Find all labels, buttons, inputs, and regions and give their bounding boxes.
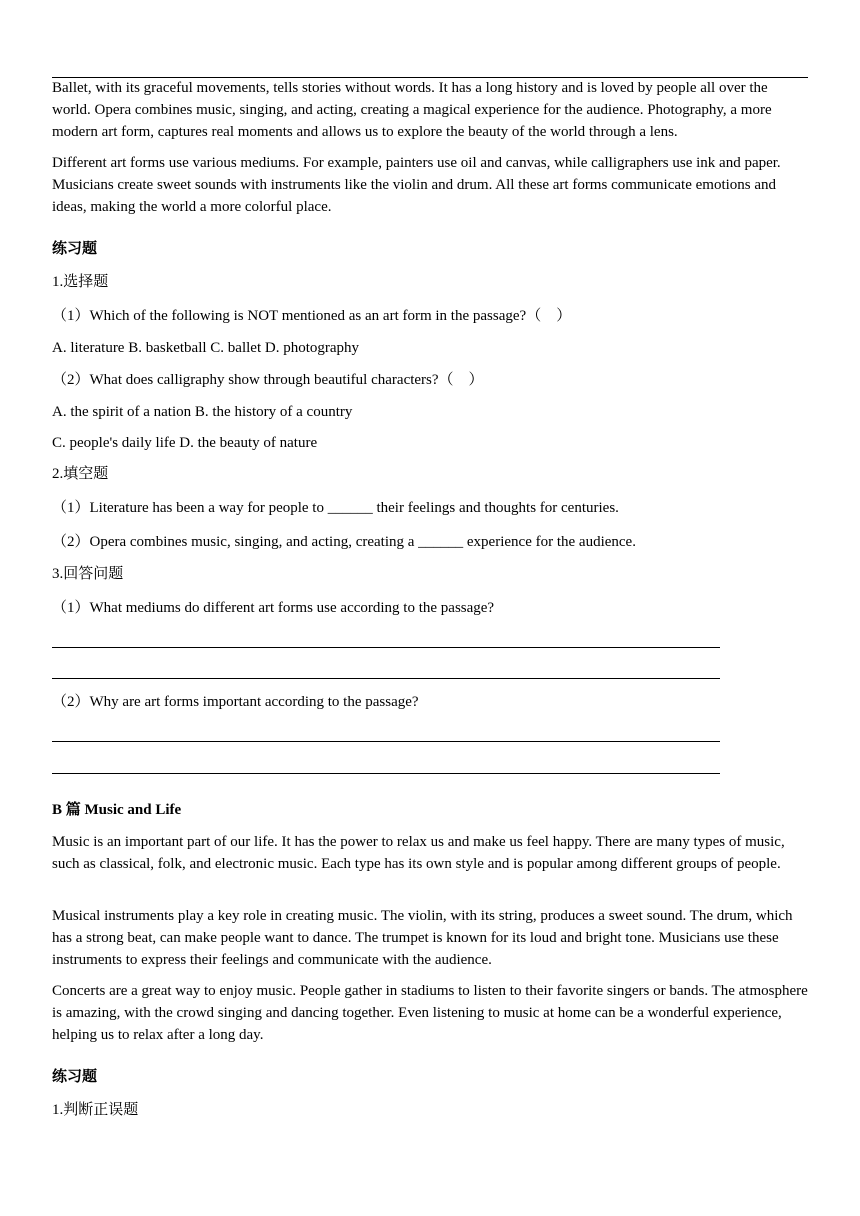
answer-question-1: （1）What mediums do different art forms use according to the passage? (52, 600, 495, 616)
passage-a-paragraph-2: Different art forms use various mediums. For example, painters use oil and canvas, while calligraphers use ink and paper. Musicians create sweet sounds with instruments like the violin and drum. All these art forms communicate emotions and ideas, making the world a more colorful place. (52, 155, 781, 215)
fill-question-2: （2）Opera combines music, singing, and acting, creating a ______ experience for the audience. (52, 534, 636, 550)
passage-a-paragraph-1: Ballet, with its graceful movements, tells stories without words. It has a long history and is loved by people all over the world. Opera combines music, singing, and acting, creating a magical experience for the audience. Photography, a more modern art form, captures real moments and allows us to explore the beauty of the world through a lens. (52, 80, 772, 140)
choice-question-1-options: A. literature B. basketball C. ballet D. photography (52, 340, 360, 356)
section-answer-title: 3.回答问题 (52, 566, 124, 582)
exercise-heading-b: 练习题 (52, 1069, 98, 1085)
answer-line[interactable] (52, 741, 720, 742)
answer-line[interactable] (52, 647, 720, 648)
answer-question-2: （2）Why are art forms important according to the passage? (52, 694, 419, 710)
answer-line[interactable] (52, 678, 720, 679)
passage-b-paragraph-1: Music is an important part of our life. It has the power to relax us and make us feel happy. There are many types of music, such as classical, folk, and electronic music. Each type has its own style and is popular among different groups of people. (52, 834, 785, 872)
answer-line[interactable] (52, 773, 720, 774)
fill-question-1: （1）Literature has been a way for people to ______ their feelings and thoughts for centuries. (52, 500, 619, 516)
section-fill-title: 2.填空题 (52, 466, 109, 482)
choice-question-2-options-cd: C. people's daily life D. the beauty of nature (52, 435, 318, 451)
passage-b-paragraph-3: Concerts are a great way to enjoy music. People gather in stadiums to listen to their favorite singers or bands. The atmosphere is amazing, with the crowd singing and dancing together. Even listening to music at home can be a wonderful experience, helping us to relax after a long day. (52, 983, 808, 1043)
passage-b-heading: B 篇 Music and Life (52, 802, 182, 818)
choice-question-1: （1）Which of the following is NOT mentioned as an art form in the passage?（ ） (52, 308, 572, 324)
section-choice-title: 1.选择题 (52, 274, 109, 290)
choice-question-2: （2）What does calligraphy show through beautiful characters?（ ） (52, 372, 484, 388)
passage-b-paragraph-2: Musical instruments play a key role in creating music. The violin, with its string, produces a sweet sound. The drum, which has a strong beat, can make people want to dance. The trumpet is known for its loud and bright tone. Musicians use these instruments to express their feelings and communicate with the audience. (52, 908, 793, 968)
exercise-heading-a: 练习题 (52, 241, 98, 257)
section-true-false-title: 1.判断正误题 (52, 1102, 139, 1118)
choice-question-2-options-ab: A. the spirit of a nation B. the history of a country (52, 404, 353, 420)
